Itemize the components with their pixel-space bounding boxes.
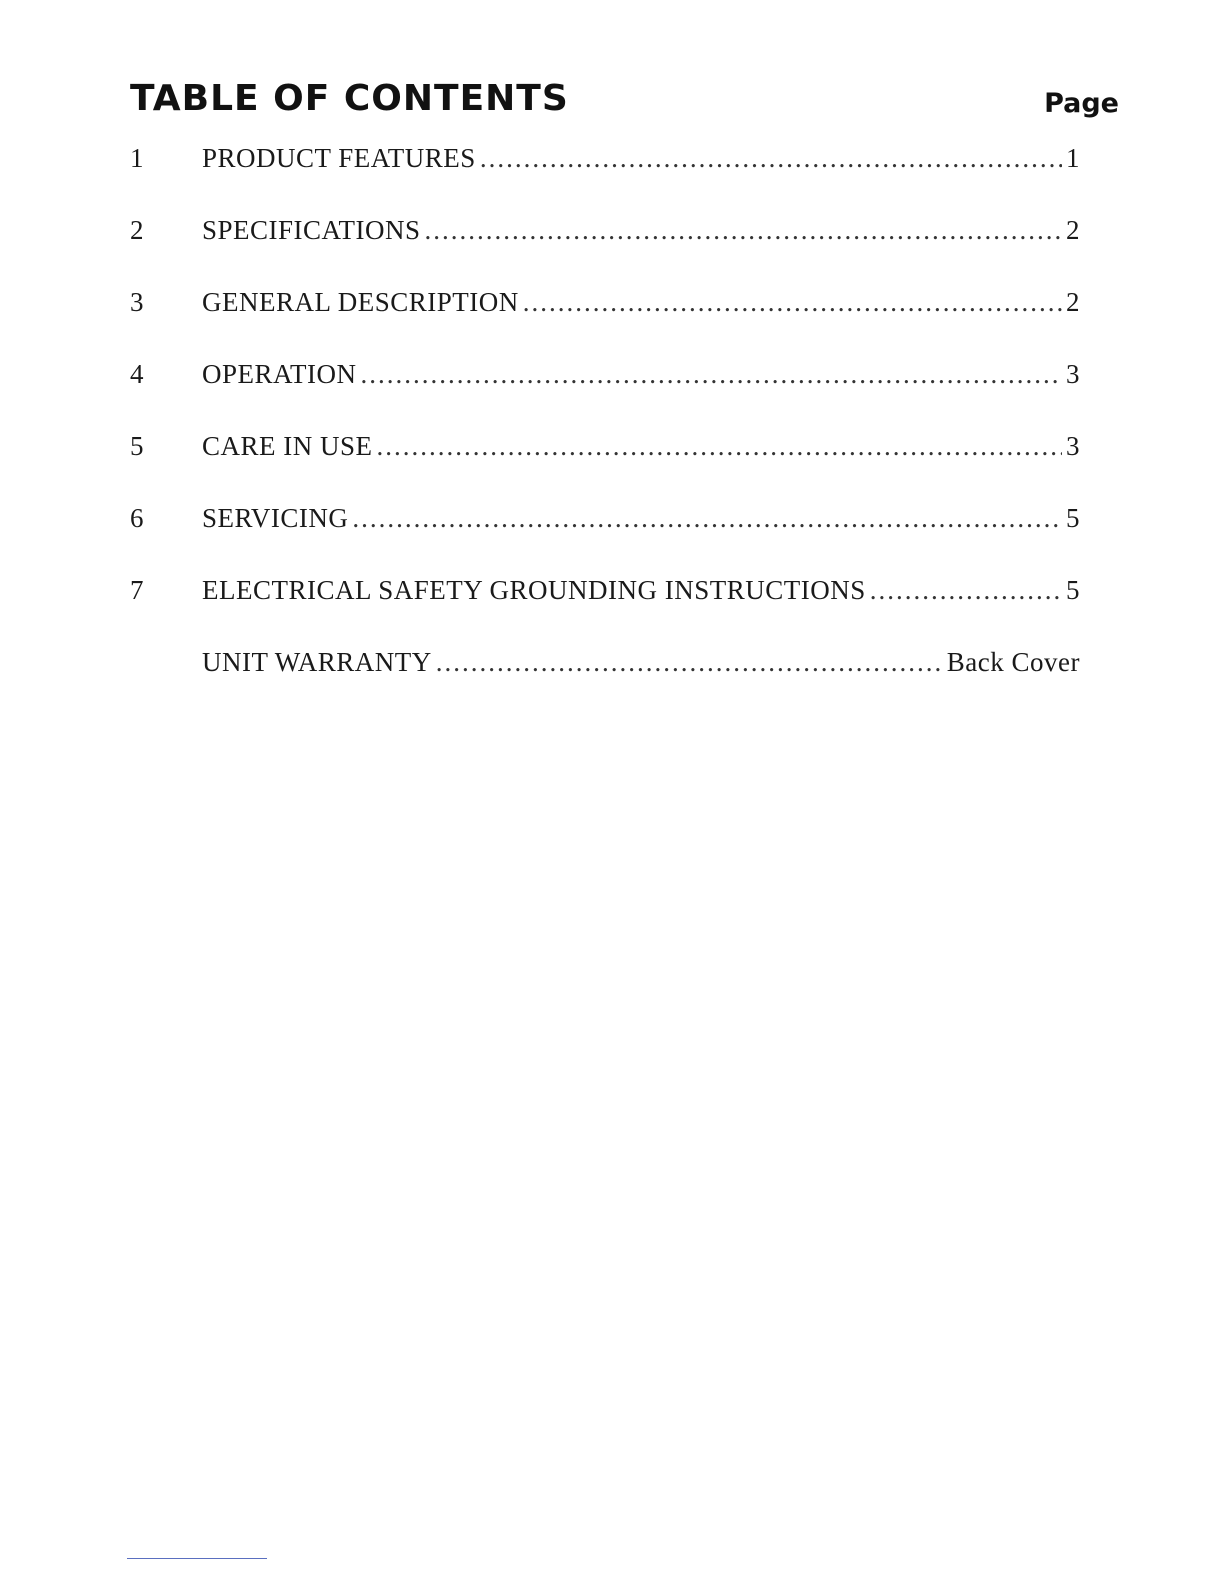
toc-entry-title: SERVICING [202,503,349,533]
dot-leader [377,431,1062,462]
toc-entry-specifications[interactable] [130,215,1080,287]
page-column-label: Page [1044,88,1119,119]
toc-entry-title: SPECIFICATIONS [202,215,421,245]
toc-entry-page: 5 [1066,503,1080,533]
footer-rule [127,1558,267,1559]
toc-entry-number: 7 [130,575,144,605]
dot-leader [870,575,1062,606]
toc-entry-title: OPERATION [202,359,357,389]
toc-entry-number: 3 [130,287,144,317]
toc-entry-number: 2 [130,215,144,245]
toc-entry-unit-warranty[interactable] [130,647,1080,719]
toc-entry-product-features[interactable] [130,143,1080,215]
toc-entry-page: 5 [1066,575,1080,605]
dot-leader [425,215,1062,246]
toc-entry-care-in-use[interactable] [130,431,1080,503]
toc-entry-page: 2 [1066,287,1080,317]
toc-entry-page: 3 [1066,431,1080,461]
toc-entry-number: 1 [130,143,144,173]
toc-entry-number: 6 [130,503,144,533]
toc-entry-title: UNIT WARRANTY [202,647,432,677]
toc-entry-number: 5 [130,431,144,461]
dot-leader [480,143,1062,174]
toc-entry-page: 3 [1066,359,1080,389]
toc-entry-title: ELECTRICAL SAFETY GROUNDING INSTRUCTIONS [202,575,866,605]
toc-entry-servicing[interactable] [130,503,1080,575]
toc-entry-electrical-safety[interactable] [130,575,1080,647]
dot-leader [361,359,1062,390]
toc-list [130,143,1080,719]
dot-leader [352,503,1062,534]
dot-leader [436,647,943,678]
toc-heading: TABLE OF CONTENTS [130,78,569,119]
toc-entry-operation[interactable] [130,359,1080,431]
toc-entry-title: CARE IN USE [202,431,373,461]
toc-entry-title: PRODUCT FEATURES [202,143,476,173]
toc-entry-page: Back Cover [946,647,1080,677]
toc-entry-page: 1 [1066,143,1080,173]
toc-entry-general-description[interactable] [130,287,1080,359]
dot-leader [523,287,1062,318]
toc-entry-number: 4 [130,359,144,389]
toc-entry-title: GENERAL DESCRIPTION [202,287,519,317]
toc-entry-page: 2 [1066,215,1080,245]
